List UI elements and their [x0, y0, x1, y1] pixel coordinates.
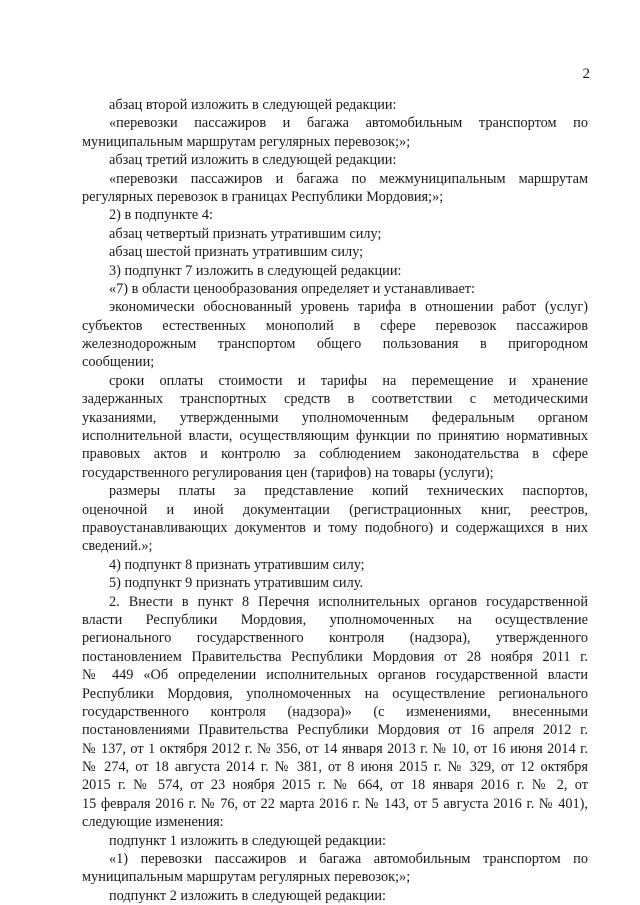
text-line: железнодорожным транспортом общего пользования в пригородном	[82, 336, 588, 353]
text-line: правовых актов и контролю за соблюдением законодательства в сфере	[82, 446, 588, 463]
text-line: исполнительной власти, осуществляющим функции по принятию нормативных	[82, 428, 588, 445]
text-line: 2) в подпункте 4:	[109, 207, 213, 224]
text-line: муниципальным маршрутам регулярных перевозок;»;	[82, 869, 411, 886]
text-line: 3) подпункт 7 изложить в следующей редакции:	[109, 262, 402, 279]
text-line: государственного регулирования цен (тарифов) на товары (услуги);	[82, 464, 494, 481]
text-line: указаниями, утвержденными уполномоченным федеральным органом	[82, 409, 588, 426]
text-line: 5) подпункт 9 признать утратившим силу.	[109, 575, 364, 592]
text-line: постановлением Правительства Республики Мордовия от 28 ноября 2011 г.	[82, 648, 588, 665]
text-line: муниципальным маршрутам регулярных перевозок;»;	[82, 133, 411, 150]
text-line: «перевозки пассажиров и багажа автомобильным транспортом по	[109, 115, 588, 132]
text-line: 2. Внести в пункт 8 Перечня исполнительных органов государственной	[109, 593, 588, 610]
text-line: «перевозки пассажиров и багажа по межмуниципальным маршрутам	[109, 170, 588, 187]
text-line: подпункт 1 изложить в следующей редакции:	[109, 832, 386, 849]
text-line: абзац четвертый признать утратившим силу;	[109, 225, 382, 242]
text-line: экономически обоснованный уровень тарифа в отношении работ (услуг)	[109, 299, 588, 316]
text-line: подпункт 2 изложить в следующей редакции:	[109, 887, 386, 904]
document-body	[82, 96, 588, 905]
page-number: 2	[582, 66, 590, 82]
text-line: правоустанавливающих документов и тому подобного) и содержащихся в них	[82, 519, 588, 536]
text-line: сведений.»;	[82, 538, 153, 555]
text-line: регионального государственного контроля (надзора), утвержденного	[82, 630, 588, 647]
text-line: постановлениями Правительства Республики Мордовия от 16 апреля 2012 г.	[82, 722, 588, 739]
text-line: № 137, от 1 октября 2012 г. № 356, от 14 января 2013 г. № 10, от 16 июня 2014 г.	[82, 740, 588, 757]
text-line: «7) в области ценообразования определяет и устанавливает:	[109, 280, 476, 297]
text-line: Республики Мордовия, уполномоченных на осуществление регионального	[82, 685, 588, 702]
text-line: регулярных перевозок в границах Республики Мордовия;»;	[82, 188, 444, 205]
text-line: следующие изменения:	[82, 814, 224, 831]
text-line: «1) перевозки пассажиров и багажа автомобильным транспортом по	[109, 851, 588, 868]
text-line: сроки оплаты стоимости и тарифы на перемещение и хранение	[109, 372, 588, 389]
text-line: сообщении;	[82, 354, 155, 371]
text-line: абзац третий изложить в следующей редакции:	[109, 152, 397, 169]
text-line: № 274, от 18 августа 2014 г. № 381, от 8 июня 2015 г. № 329, от 12 октября	[82, 759, 588, 776]
text-line: власти Республики Мордовия, уполномоченных на осуществление	[82, 611, 588, 628]
text-line: № 449 «Об определении исполнительных органов государственной власти	[82, 667, 588, 684]
text-line: 2015 г. № 574, от 23 ноября 2015 г. № 664, от 18 января 2016 г. № 2, от	[82, 777, 588, 794]
text-line: субъектов естественных монополий в сфере перевозок пассажиров	[82, 317, 588, 334]
text-line: размеры платы за представление копий технических паспортов,	[109, 483, 588, 500]
text-line: государственного контроля (надзора)» (с изменениями, внесенными	[82, 703, 588, 720]
text-line: 15 февраля 2016 г. № 76, от 22 марта 2016 г. № 143, от 5 августа 2016 г. № 401),	[82, 795, 588, 812]
text-line: оценочной и иной документации (регистрационных книг, реестров,	[82, 501, 588, 518]
text-line: 4) подпункт 8 признать утратившим силу;	[109, 556, 365, 573]
text-line: задержанных транспортных средств в соответствии с методическими	[82, 391, 588, 408]
text-line: абзац второй изложить в следующей редакции:	[109, 97, 397, 113]
text-line: абзац шестой признать утратившим силу;	[109, 244, 364, 261]
